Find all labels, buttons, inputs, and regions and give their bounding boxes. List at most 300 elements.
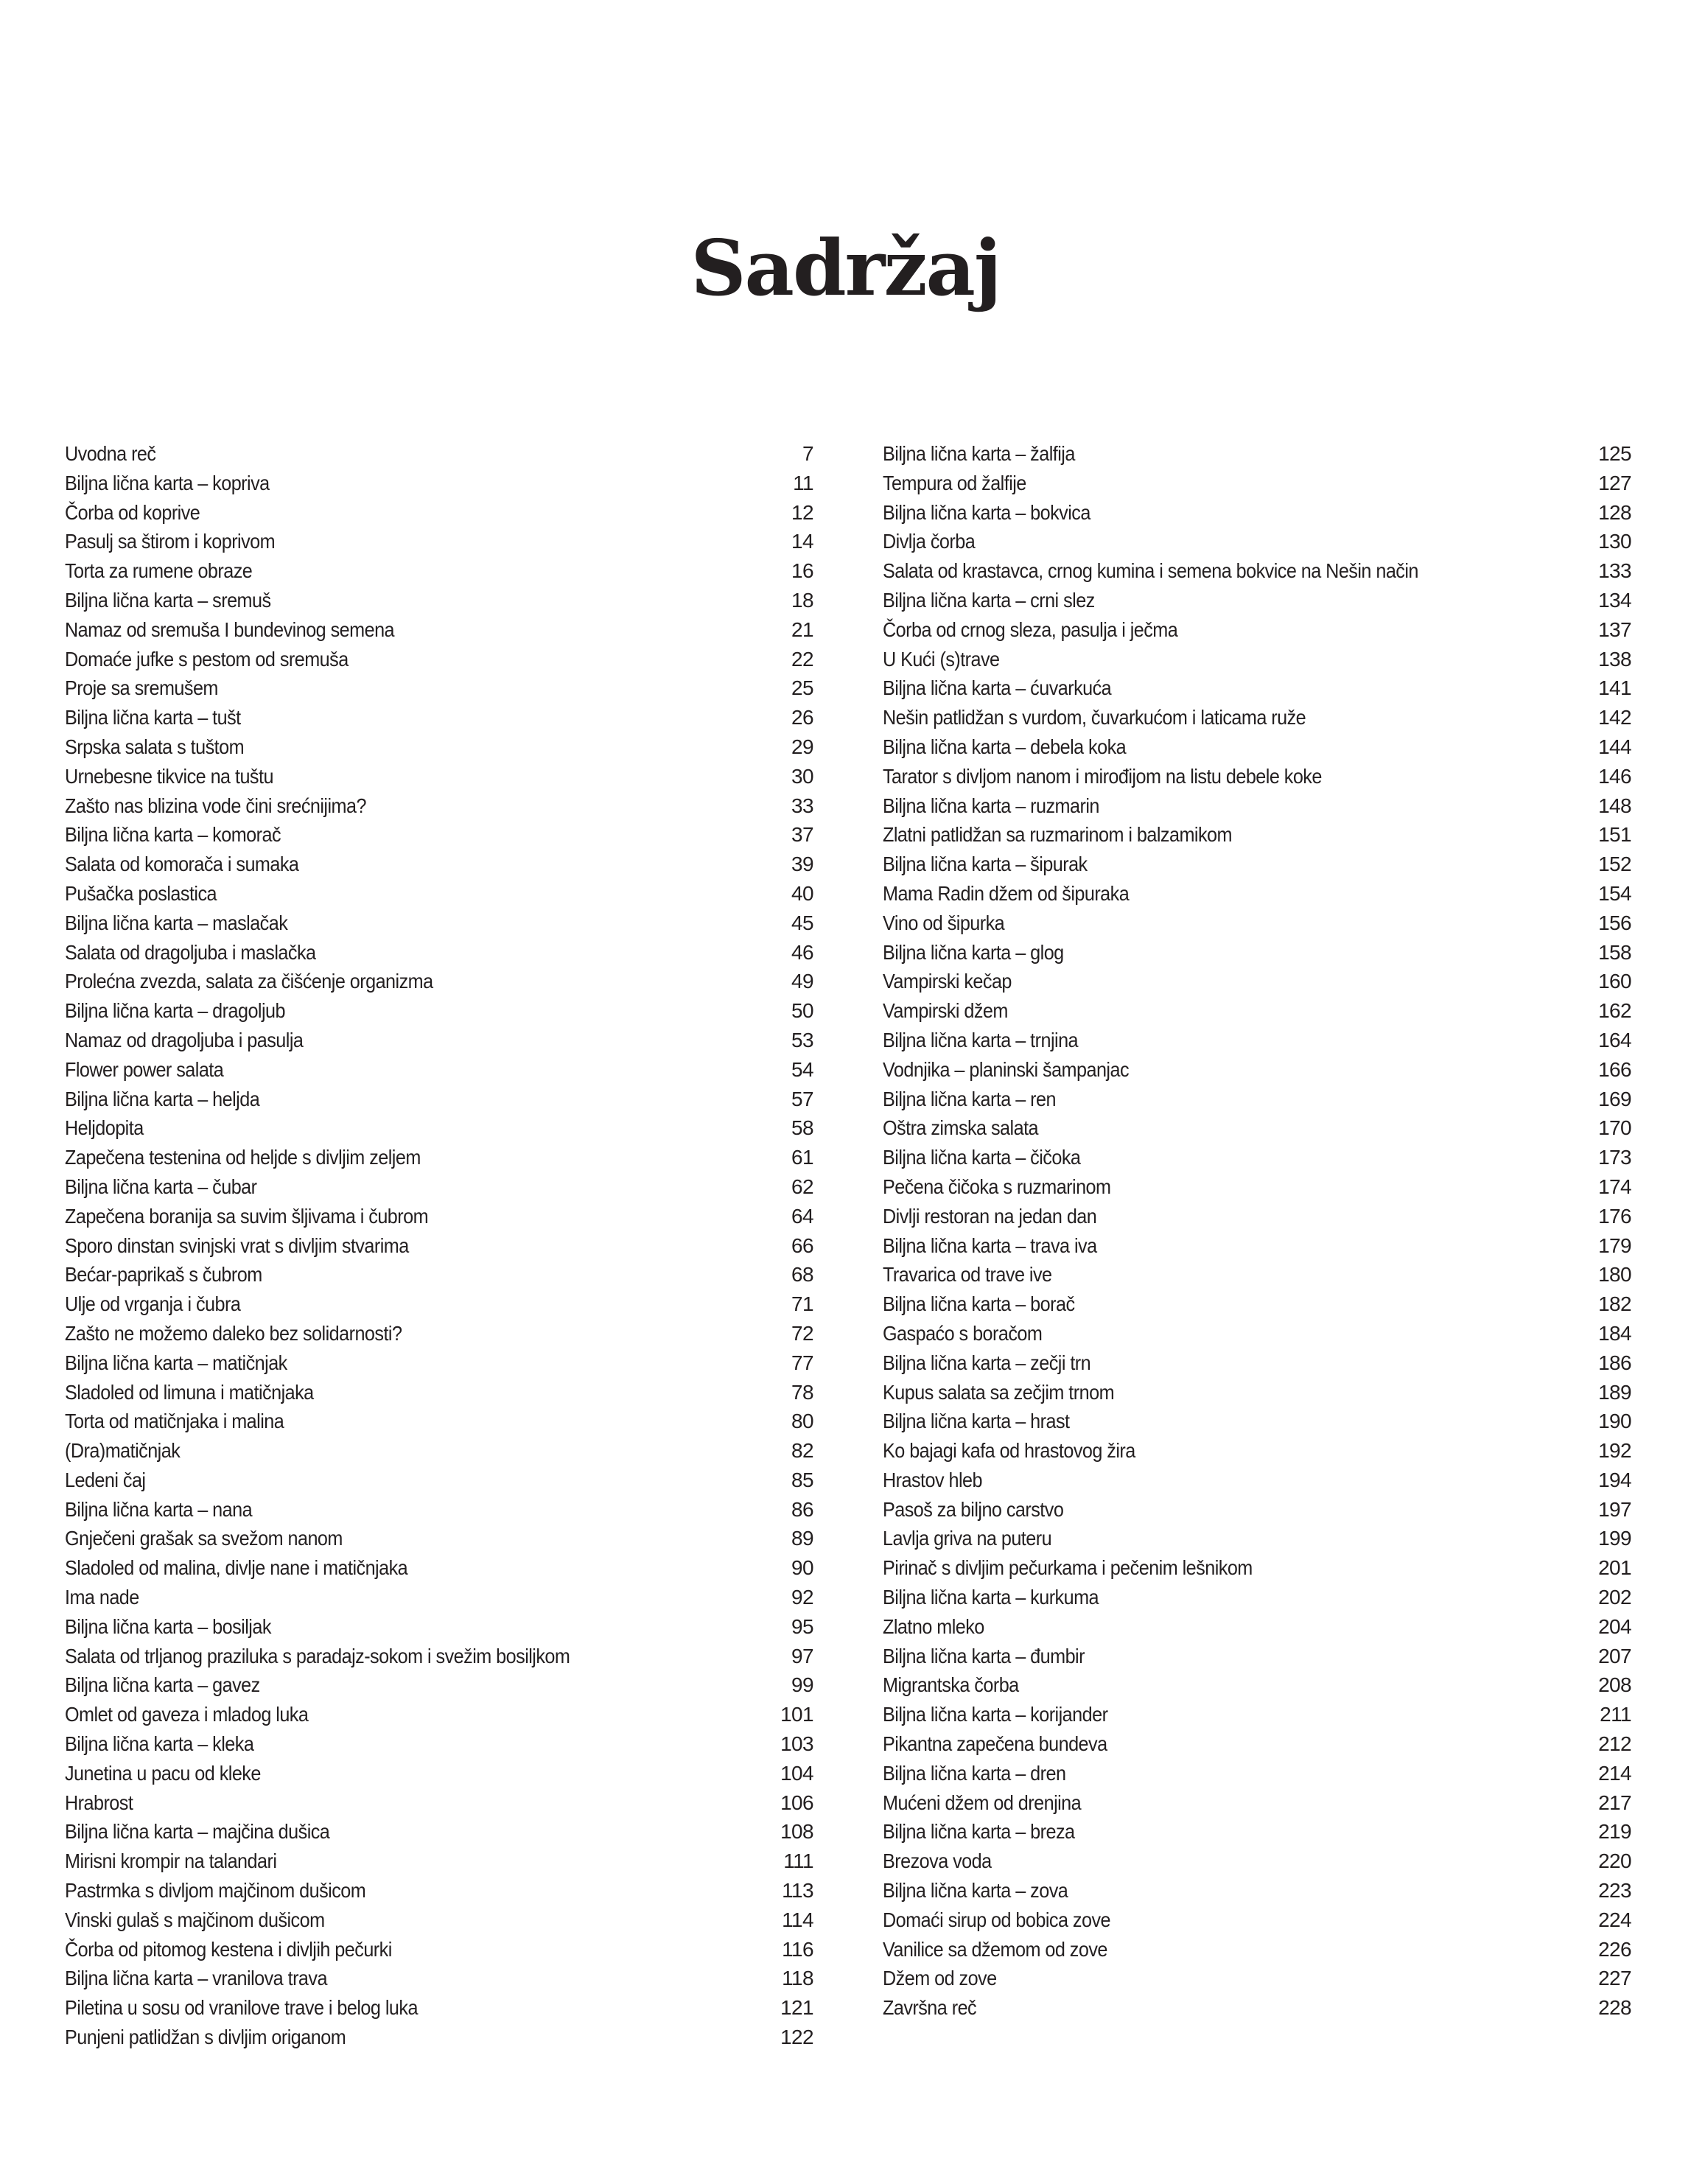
toc-entry[interactable] (65, 1847, 813, 1876)
toc-entry-title: Divlja čorba (883, 530, 976, 553)
toc-entry-page-number: 113 (782, 1879, 813, 1903)
toc-entry-title: Lavlja griva na puteru (883, 1527, 1052, 1550)
toc-entry[interactable] (883, 1876, 1631, 1905)
toc-entry-title: Travarica od trave ive (883, 1263, 1052, 1287)
toc-entry-page-number: 103 (780, 1732, 813, 1756)
toc-entry-page-number: 141 (1598, 676, 1631, 700)
toc-entry[interactable] (883, 1026, 1631, 1055)
toc-entry-page-number: 179 (1598, 1233, 1631, 1257)
toc-entry-title: Biljna lična karta – komorač (65, 823, 281, 847)
toc-entry[interactable] (883, 996, 1631, 1026)
toc-entry-page-number: 226 (1598, 1937, 1631, 1961)
toc-entry[interactable] (883, 1759, 1631, 1788)
toc-entry[interactable] (883, 1319, 1631, 1348)
toc-entry-page-number: 174 (1598, 1175, 1631, 1198)
toc-entry[interactable] (65, 469, 813, 498)
toc-entry-title: Biljna lična karta – bosiljak (65, 1614, 271, 1638)
toc-entry-title: Mama Radin džem od šipuraka (883, 881, 1130, 905)
toc-entry-title: Vino od šipurka (883, 911, 1005, 934)
toc-entry[interactable] (65, 909, 813, 938)
toc-entry-page-number: 160 (1598, 970, 1631, 993)
toc-entry[interactable] (65, 1143, 813, 1172)
toc-entry[interactable] (65, 645, 813, 674)
toc-entry-page-number: 212 (1598, 1732, 1631, 1756)
toc-entry-page-number: 166 (1598, 1057, 1631, 1081)
toc-entry-title: Biljna lična karta – korijander (883, 1703, 1108, 1726)
toc-entry-page-number: 64 (791, 1204, 813, 1228)
toc-entry[interactable] (65, 820, 813, 850)
toc-entry[interactable] (883, 1231, 1631, 1261)
toc-entry[interactable] (65, 1289, 813, 1319)
toc-column-left (65, 439, 813, 2052)
toc-entry[interactable] (65, 1231, 813, 1261)
toc-entry[interactable] (883, 556, 1631, 586)
toc-entry-page-number: 227 (1598, 1967, 1631, 1990)
toc-entry-page-number: 154 (1598, 881, 1631, 905)
toc-entry-title: Domaće jufke s pestom od sremuša (65, 647, 349, 671)
toc-entry[interactable] (883, 1729, 1631, 1759)
toc-entry-title: Vampirski džem (883, 999, 1008, 1023)
toc-entry[interactable] (65, 1319, 813, 1348)
toc-entry-page-number: 118 (782, 1967, 813, 1990)
toc-entry[interactable] (65, 498, 813, 528)
toc-entry-page-number: 53 (791, 1028, 813, 1051)
toc-entry[interactable] (65, 1202, 813, 1231)
toc-entry-title: Vinski gulaš s majčinom dušicom (65, 1908, 325, 1931)
toc-entry-page-number: 22 (791, 647, 813, 671)
toc-entry[interactable] (65, 556, 813, 586)
toc-entry-page-number: 68 (791, 1263, 813, 1287)
toc-entry-title: Sladoled od malina, divlje nane i matičnjaka (65, 1556, 408, 1580)
toc-entry[interactable] (883, 1524, 1631, 1553)
toc-entry[interactable] (65, 2023, 813, 2052)
toc-entry[interactable] (65, 938, 813, 967)
toc-entry[interactable] (883, 791, 1631, 821)
toc-entry[interactable] (883, 909, 1631, 938)
toc-entry-page-number: 25 (791, 676, 813, 700)
toc-entry[interactable] (883, 1700, 1631, 1729)
toc-entry[interactable] (65, 1700, 813, 1729)
toc-entry-page-number: 152 (1598, 853, 1631, 876)
toc-entry-page-number: 189 (1598, 1380, 1631, 1404)
toc-entry-title: Pikantna zapečena bundeva (883, 1732, 1107, 1756)
toc-entry-title: Biljna lična karta – trnjina (883, 1028, 1079, 1051)
toc-entry-title: Ima nade (65, 1586, 139, 1609)
toc-entry[interactable] (883, 1817, 1631, 1847)
toc-entry-title: Urnebesne tikvice na tuštu (65, 764, 273, 788)
toc-entry-page-number: 182 (1598, 1292, 1631, 1316)
toc-entry[interactable] (883, 1935, 1631, 1964)
toc-entry-title: Ulje od vrganja i čubra (65, 1292, 241, 1316)
toc-entry-page-number: 78 (791, 1380, 813, 1404)
toc-entry-page-number: 190 (1598, 1410, 1631, 1433)
toc-entry-page-number: 176 (1598, 1204, 1631, 1228)
toc-entry-page-number: 208 (1598, 1673, 1631, 1697)
page-title: Sadržaj (690, 222, 1001, 313)
toc-entry-page-number: 146 (1598, 764, 1631, 788)
toc-entry-page-number: 80 (791, 1410, 813, 1433)
toc-entry-title: Vanilice sa džemom od zove (883, 1937, 1107, 1961)
toc-entry-title: Torta od matičnjaka i malina (65, 1410, 284, 1433)
toc-entry-title: Sladoled od limuna i matičnjaka (65, 1380, 314, 1404)
toc-entry-page-number: 7 (802, 442, 813, 465)
toc-entry-page-number: 106 (780, 1791, 813, 1814)
toc-entry[interactable] (883, 1788, 1631, 1818)
toc-entry[interactable] (65, 1407, 813, 1436)
toc-entry[interactable] (883, 820, 1631, 850)
toc-entry-title: Prolećna zvezda, salata za čišćenje organizma (65, 970, 433, 993)
toc-entry[interactable] (883, 1583, 1631, 1612)
toc-entry-title: Biljna lična karta – glog (883, 940, 1064, 964)
toc-entry-title: Biljna lična karta – debela koka (883, 735, 1127, 758)
toc-entry-title: Biljna lična karta – ruzmarin (883, 794, 1099, 817)
toc-entry[interactable] (65, 1993, 813, 2023)
toc-entry[interactable] (883, 586, 1631, 615)
toc-entry-page-number: 29 (791, 735, 813, 758)
toc-column-right (883, 439, 1631, 2023)
toc-entry-title: Ledeni čaj (65, 1468, 146, 1491)
toc-entry-page-number: 199 (1598, 1527, 1631, 1550)
toc-entry[interactable] (883, 938, 1631, 967)
toc-entry-page-number: 72 (791, 1321, 813, 1345)
toc-entry[interactable] (65, 1817, 813, 1847)
toc-entry-title: Biljna lična karta – kurkuma (883, 1586, 1099, 1609)
toc-entry-title: Biljna lična karta – nana (65, 1497, 253, 1521)
toc-entry[interactable] (883, 673, 1631, 703)
toc-entry-title: Torta za rumene obraze (65, 559, 253, 583)
toc-entry-page-number: 148 (1598, 794, 1631, 817)
toc-entry[interactable] (65, 673, 813, 703)
toc-entry-title: Zašto ne možemo daleko bez solidarnosti? (65, 1321, 402, 1345)
toc-entry-page-number: 201 (1598, 1556, 1631, 1580)
toc-entry-page-number: 39 (791, 853, 813, 876)
toc-entry-page-number: 45 (791, 911, 813, 934)
toc-entry[interactable] (883, 703, 1631, 732)
toc-entry[interactable] (883, 1055, 1631, 1085)
toc-entry[interactable] (65, 1348, 813, 1378)
toc-entry-page-number: 164 (1598, 1028, 1631, 1051)
toc-entry-page-number: 125 (1598, 442, 1631, 465)
toc-entry[interactable] (883, 1085, 1631, 1114)
toc-entry-page-number: 71 (791, 1292, 813, 1316)
toc-entry[interactable] (65, 1026, 813, 1055)
toc-entry-title: Oštra zimska salata (883, 1116, 1039, 1140)
toc-entry[interactable] (65, 1759, 813, 1788)
toc-entry-page-number: 138 (1598, 647, 1631, 671)
toc-entry-title: Salata od komorača i sumaka (65, 853, 299, 876)
toc-entry[interactable] (883, 1642, 1631, 1671)
toc-entry-page-number: 62 (791, 1175, 813, 1198)
toc-entry-page-number: 121 (780, 1996, 813, 2020)
toc-entry-page-number: 220 (1598, 1849, 1631, 1873)
toc-entry[interactable] (883, 732, 1631, 762)
toc-entry[interactable] (65, 1583, 813, 1612)
toc-entry[interactable] (883, 615, 1631, 645)
toc-entry-title: Gnječeni grašak sa svežom nanom (65, 1527, 343, 1550)
toc-entry-page-number: 202 (1598, 1586, 1631, 1609)
toc-entry-page-number: 26 (791, 706, 813, 729)
toc-entry[interactable] (883, 645, 1631, 674)
toc-entry[interactable] (65, 850, 813, 879)
toc-entry-title: Tempura od žalfije (883, 471, 1026, 494)
toc-entry[interactable] (65, 967, 813, 996)
toc-entry[interactable] (883, 1847, 1631, 1876)
toc-entry-title: Biljna lična karta – hrast (883, 1410, 1070, 1433)
toc-entry-title: Biljna lična karta – majčina dušica (65, 1820, 330, 1844)
toc-entry-title: Biljna lična karta – dren (883, 1761, 1066, 1785)
toc-entry[interactable] (883, 1553, 1631, 1583)
toc-entry[interactable] (65, 1729, 813, 1759)
toc-entry-page-number: 151 (1598, 823, 1631, 847)
toc-entry[interactable] (65, 1642, 813, 1671)
toc-entry[interactable] (65, 703, 813, 732)
toc-entry[interactable] (65, 1436, 813, 1466)
toc-entry[interactable] (883, 1113, 1631, 1143)
toc-entry-page-number: 14 (791, 530, 813, 553)
toc-entry[interactable] (883, 527, 1631, 556)
toc-entry[interactable] (883, 1905, 1631, 1935)
toc-entry[interactable] (65, 1935, 813, 1964)
toc-entry-title: Biljna lična karta – đumbir (883, 1644, 1085, 1667)
toc-entry[interactable] (883, 1289, 1631, 1319)
toc-entry-title: Proje sa sremušem (65, 676, 218, 700)
toc-entry-page-number: 90 (791, 1556, 813, 1580)
toc-entry-page-number: 114 (782, 1908, 813, 1931)
toc-entry[interactable] (65, 1466, 813, 1495)
toc-entry[interactable] (65, 1553, 813, 1583)
toc-entry[interactable] (65, 732, 813, 762)
toc-entry[interactable] (65, 1905, 813, 1935)
toc-entry-page-number: 33 (791, 794, 813, 817)
toc-entry-title: Namaz od dragoljuba i pasulja (65, 1028, 304, 1051)
toc-entry-page-number: 97 (791, 1644, 813, 1667)
toc-entry[interactable] (883, 1993, 1631, 2023)
toc-entry-title: Piletina u sosu od vranilove trave i belog luka (65, 1996, 418, 2020)
toc-entry-page-number: 21 (791, 617, 813, 641)
toc-entry-page-number: 92 (791, 1586, 813, 1609)
toc-entry-title: Biljna lična karta – ćuvarkuća (883, 676, 1112, 700)
toc-entry-title: Vampirski kečap (883, 970, 1012, 993)
toc-entry-page-number: 207 (1598, 1644, 1631, 1667)
toc-entry-title: Biljna lična karta – kopriva (65, 471, 270, 494)
toc-entry-title: Zlatno mleko (883, 1614, 984, 1638)
toc-entry-page-number: 66 (791, 1233, 813, 1257)
toc-entry[interactable] (65, 1670, 813, 1700)
toc-entry-title: Mirisni krompir na talandari (65, 1849, 277, 1873)
toc-entry-page-number: 192 (1598, 1439, 1631, 1463)
toc-entry[interactable] (883, 1172, 1631, 1202)
toc-entry-title: Gaspaćo s boračom (883, 1321, 1043, 1345)
toc-entry-title: Zapečena boranija sa suvim šljivama i čubrom (65, 1204, 429, 1228)
toc-entry[interactable] (883, 967, 1631, 996)
toc-entry[interactable] (883, 1348, 1631, 1378)
toc-entry-title: Biljna lična karta – maslačak (65, 911, 288, 934)
toc-entry-title: Zašto nas blizina vode čini srećnijima? (65, 794, 366, 817)
toc-entry-page-number: 158 (1598, 940, 1631, 964)
toc-entry-page-number: 186 (1598, 1351, 1631, 1374)
toc-entry[interactable] (65, 1876, 813, 1905)
toc-entry[interactable] (883, 1964, 1631, 1993)
toc-entry-page-number: 122 (780, 2026, 813, 2049)
toc-entry[interactable] (883, 1466, 1631, 1495)
toc-entry-title: Vodnjika – planinski šampanjac (883, 1057, 1130, 1081)
toc-entry[interactable] (65, 1055, 813, 1085)
toc-entry-page-number: 104 (780, 1761, 813, 1785)
toc-entry-page-number: 12 (791, 500, 813, 524)
toc-entry-page-number: 54 (791, 1057, 813, 1081)
toc-entry-page-number: 144 (1598, 735, 1631, 758)
toc-entry-title: Divlji restoran na jedan dan (883, 1204, 1097, 1228)
toc-entry[interactable] (65, 762, 813, 791)
toc-entry-title: Junetina u pacu od kleke (65, 1761, 261, 1785)
toc-entry-title: Biljna lična karta – žalfija (883, 442, 1075, 465)
toc-entry[interactable] (883, 1495, 1631, 1525)
toc-entry-title: Nešin patlidžan s vurdom, čuvarkućom i laticama ruže (883, 706, 1306, 729)
toc-entry-title: Biljna lična karta – tušt (65, 706, 241, 729)
toc-entry-page-number: 169 (1598, 1087, 1631, 1110)
toc-entry[interactable] (883, 879, 1631, 909)
toc-entry[interactable] (65, 586, 813, 615)
toc-entry-title: Sporo dinstan svinjski vrat s divljim stvarima (65, 1233, 409, 1257)
toc-entry-title: Domaći sirup od bobica zove (883, 1908, 1110, 1931)
toc-entry[interactable] (883, 498, 1631, 528)
toc-entry-page-number: 99 (791, 1673, 813, 1697)
toc-entry-title: Biljna lična karta – dragoljub (65, 999, 285, 1023)
toc-entry[interactable] (883, 1670, 1631, 1700)
toc-entry-page-number: 128 (1598, 500, 1631, 524)
toc-entry[interactable] (65, 527, 813, 556)
toc-entry-title: Pasoš za biljno carstvo (883, 1497, 1064, 1521)
toc-entry[interactable] (65, 615, 813, 645)
toc-entry-title: Kupus salata sa zečjim trnom (883, 1380, 1115, 1404)
toc-entry-page-number: 130 (1598, 530, 1631, 553)
toc-entry-title: Hrastov hleb (883, 1468, 982, 1491)
toc-entry[interactable] (65, 791, 813, 821)
toc-entry-title: Biljna lična karta – bokvica (883, 500, 1090, 524)
toc-entry-page-number: 50 (791, 999, 813, 1023)
toc-entry[interactable] (883, 469, 1631, 498)
toc-entry[interactable] (883, 1407, 1631, 1436)
toc-entry-page-number: 228 (1598, 1996, 1631, 2020)
toc-entry-page-number: 58 (791, 1116, 813, 1140)
toc-entry[interactable] (65, 1378, 813, 1407)
toc-entry-title: Džem od zove (883, 1967, 997, 1990)
toc-entry-title: Biljna lična karta – trava iva (883, 1233, 1097, 1257)
toc-entry-page-number: 57 (791, 1087, 813, 1110)
toc-entry-title: Zapečena testenina od heljde s divljim zeljem (65, 1146, 421, 1169)
toc-entry-title: Biljna lična karta – čičoka (883, 1146, 1081, 1169)
toc-entry-title: Biljna lična karta – kleka (65, 1732, 254, 1756)
toc-entry-title: Pečena čičoka s ruzmarinom (883, 1175, 1111, 1198)
toc-entry[interactable] (883, 1436, 1631, 1466)
toc-entry[interactable] (65, 1524, 813, 1553)
toc-entry-title: Uvodna reč (65, 442, 156, 465)
toc-entry-page-number: 101 (780, 1703, 813, 1726)
toc-entry[interactable] (883, 1378, 1631, 1407)
toc-entry-title: Čorba od pitomog kestena i divljih pečurki (65, 1937, 392, 1961)
toc-entry[interactable] (65, 1085, 813, 1114)
toc-entry[interactable] (883, 1612, 1631, 1642)
toc-entry-title: Punjeni patlidžan s divljim origanom (65, 2026, 346, 2049)
toc-entry-page-number: 217 (1598, 1791, 1631, 1814)
toc-entry-page-number: 11 (793, 471, 813, 494)
toc-entry-title: Omlet od gaveza i mladog luka (65, 1703, 309, 1726)
toc-entry[interactable] (65, 1964, 813, 1993)
toc-entry-title: Biljna lična karta – heljda (65, 1087, 260, 1110)
toc-entry-title: Pirinač s divljim pečurkama i pečenim lešnikom (883, 1556, 1253, 1580)
toc-entry-page-number: 85 (791, 1468, 813, 1491)
toc-entry-title: Biljna lična karta – borač (883, 1292, 1075, 1316)
toc-entry-title: Namaz od sremuša I bundevinog semena (65, 617, 395, 641)
toc-entry-title: Migrantska čorba (883, 1673, 1019, 1697)
toc-entry[interactable] (65, 439, 813, 469)
toc-entry-page-number: 223 (1598, 1879, 1631, 1903)
toc-entry[interactable] (65, 1612, 813, 1642)
toc-entry-title: Salata od krastavca, crnog kumina i semena bokvice na Nešin način (883, 559, 1418, 583)
toc-entry-title: U Kući (s)trave (883, 647, 1000, 671)
toc-entry-title: Salata od dragoljuba i maslačka (65, 940, 316, 964)
toc-entry-title: Biljna lična karta – zečji trn (883, 1351, 1091, 1374)
toc-entry[interactable] (65, 1113, 813, 1143)
toc-entry-title: Flower power salata (65, 1057, 224, 1081)
toc-entry[interactable] (883, 762, 1631, 791)
toc-entry-title: (Dra)matičnjak (65, 1439, 181, 1463)
toc-entry[interactable] (65, 1788, 813, 1818)
toc-entry-title: Tarator s divljom nanom i mirođijom na listu debele koke (883, 764, 1322, 788)
toc-entry[interactable] (65, 996, 813, 1026)
toc-entry-title: Pastrmka s divljom majčinom dušicom (65, 1879, 366, 1903)
toc-entry[interactable] (883, 850, 1631, 879)
toc-entry-page-number: 194 (1598, 1468, 1631, 1491)
toc-entry-page-number: 111 (783, 1849, 813, 1873)
toc-entry-page-number: 156 (1598, 911, 1631, 934)
toc-entry-title: Biljna lična karta – gavez (65, 1673, 260, 1697)
toc-entry[interactable] (65, 1172, 813, 1202)
toc-entry-page-number: 197 (1598, 1497, 1631, 1521)
toc-entry-page-number: 86 (791, 1497, 813, 1521)
toc-entry-title: Mućeni džem od drenjina (883, 1791, 1082, 1814)
toc-entry-title: Čorba od crnog sleza, pasulja i ječma (883, 617, 1178, 641)
toc-entry[interactable] (65, 1260, 813, 1289)
toc-entry-title: Pasulj sa štirom i koprivom (65, 530, 276, 553)
toc-entry[interactable] (883, 1260, 1631, 1289)
toc-entry-title: Biljna lična karta – čubar (65, 1175, 257, 1198)
toc-entry-page-number: 40 (791, 881, 813, 905)
toc-entry[interactable] (883, 439, 1631, 469)
toc-entry-page-number: 108 (780, 1820, 813, 1844)
toc-entry-page-number: 116 (782, 1937, 813, 1961)
toc-entry-page-number: 142 (1598, 706, 1631, 729)
toc-entry-page-number: 30 (791, 764, 813, 788)
toc-entry-page-number: 133 (1598, 559, 1631, 583)
toc-entry-page-number: 46 (791, 940, 813, 964)
toc-entry-page-number: 184 (1598, 1321, 1631, 1345)
toc-entry[interactable] (883, 1202, 1631, 1231)
toc-entry-title: Čorba od koprive (65, 500, 200, 524)
toc-entry[interactable] (65, 1495, 813, 1525)
toc-entry-page-number: 134 (1598, 588, 1631, 612)
toc-entry-page-number: 137 (1598, 617, 1631, 641)
toc-entry[interactable] (883, 1143, 1631, 1172)
toc-entry-title: Biljna lična karta – ren (883, 1087, 1056, 1110)
toc-entry-title: Biljna lična karta – crni slez (883, 588, 1095, 612)
toc-entry-page-number: 180 (1598, 1263, 1631, 1287)
toc-entry-title: Salata od trljanog praziluka s paradajz-sokom i svežim bosiljkom (65, 1644, 570, 1667)
toc-entry-page-number: 61 (791, 1146, 813, 1169)
toc-entry-title: Pušačka poslastica (65, 881, 217, 905)
toc-entry-page-number: 204 (1598, 1614, 1631, 1638)
toc-entry[interactable] (65, 879, 813, 909)
